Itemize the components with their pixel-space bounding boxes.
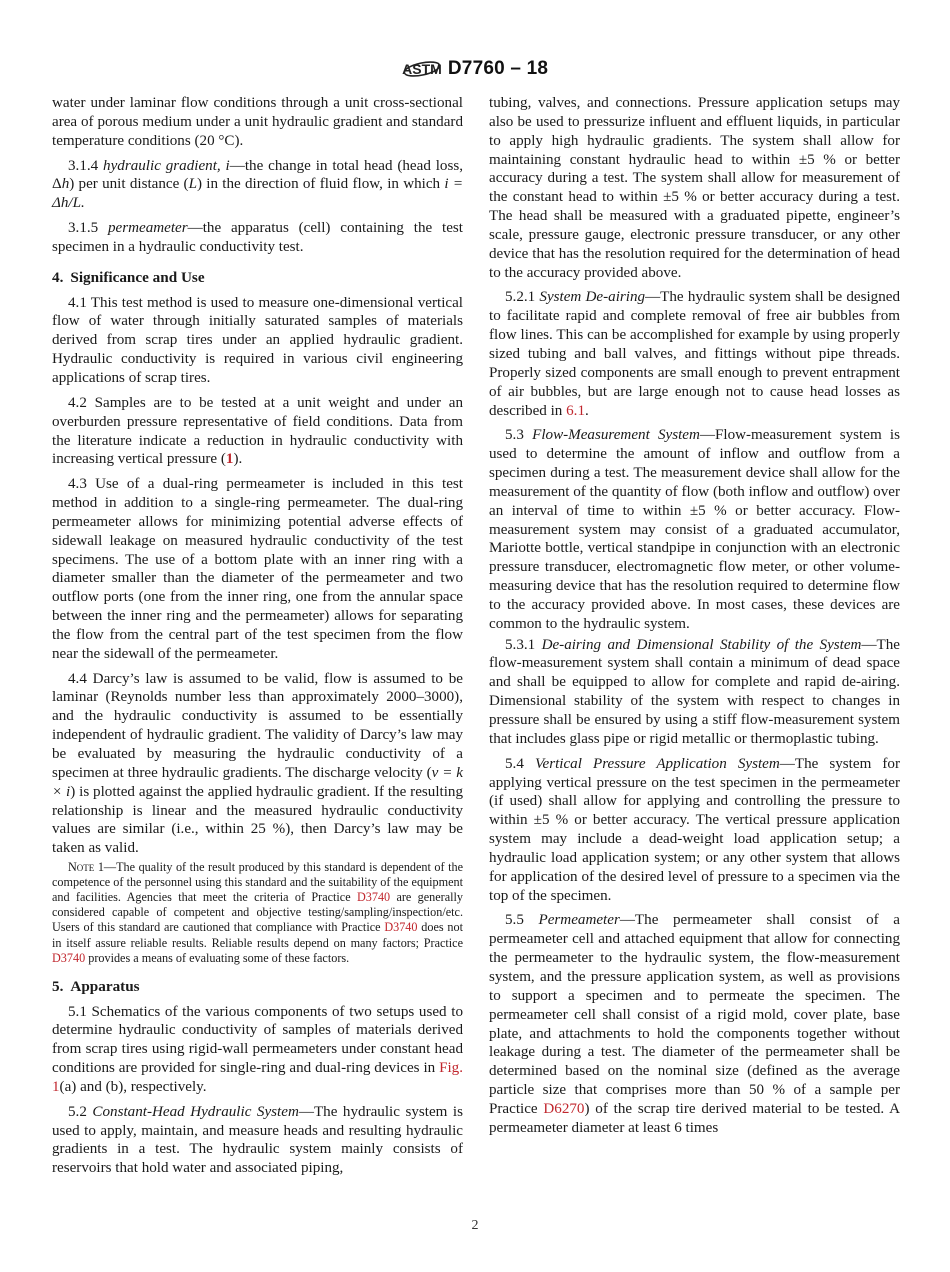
- page-number: 2: [471, 1218, 479, 1233]
- link-d3740[interactable]: D3740: [52, 950, 86, 965]
- svg-text:ASTM: ASTM: [402, 61, 442, 77]
- astm-logo-icon: [402, 55, 442, 83]
- note-label: Note 1: [68, 860, 104, 875]
- term-system-de-airing: System De-airing: [539, 289, 646, 306]
- paragraph-5-2-continued: tubing, valves, and connections. Pressure application setups may also be used to pressurize influent and effluent liquids, in particular to apply high hydraulic gradients. The system shall allow for maintaining constant hydraulic head to within ±5 % or better accuracy during a test. The system shall allow for measurement of the constant head to within ±5 % or better accuracy during a test. The head shall be measured with a graduated pipette, engineer’s scale, pressure gauge, electronic pressure transducer, or any other device that has the resolution required for the determination of head to the accuracy provided above.: [489, 95, 900, 281]
- paragraph-5-3: 5.3 Flow-Measurement System—Flow-measurement system is used to determine the amount of inflow and outflow from a specimen during a test. The measurement device shall allow for the measurement of the quantity of flow (both inflow and outflow) over an interval of time to within ±5 % or better accuracy. Flow-measurement system may consist of a graduated accumulator, Mariotte bottle, vertical standpipe in conjunction with an electronic pressure transducer, electromagnetic flow meter, or other volume-measuring device that has the resolution required to determine flow to the accuracy provided above. In most cases, these devices are common to the hydraulic system.: [489, 427, 900, 632]
- term-vertical-pressure-application-system: Vertical Pressure Application System: [534, 755, 780, 772]
- right-column: [489, 94, 900, 1144]
- link-section-6-1[interactable]: 6.1: [566, 402, 585, 419]
- paragraph-4-1: 4.1 This test method is used to measure one-dimensional vertical flow of water through initially saturated samples of materials derived from scrap tires under an applied hydraulic gradient. Hydraulic conductivity is required in various civil engineering applications of scrap tires.: [52, 294, 463, 386]
- section-heading-5: 5. Apparatus: [52, 977, 140, 995]
- formula: v = k × i: [52, 764, 463, 800]
- paragraph-5-3-1: 5.3.1 De-airing and Dimensional Stability of the System—The flow-measurement system shall contain a minimum of dead space and shall be equipped to allow for complete and rapid de-airing. Dimensional stability of the system with respect to changes in pressure shall be ensured by using a stiff flow-measurement system that includes glass pipe or rigid metallic or thermoplastic tubing.: [489, 636, 900, 747]
- link-d3740[interactable]: D3740: [384, 920, 418, 935]
- note-1: Note 1—The quality of the result produced by this standard is dependent of the competence of the personnel using this standard and the suitability of the equipment and facilities. Agencies that meet the criteria of Practice D3740 are generally considered capable of competent and objective testing/sampling/inspection/etc. Users of this standard are cautioned that compliance with Practice D3740 does not in itself assure reliable results. Reliable results depend on many factors; Practice D3740 provides a means of evaluating some of these factors.: [52, 860, 464, 965]
- term-flow-measurement-system: Flow-Measurement System: [532, 427, 700, 444]
- term-permeameter: Permeameter: [538, 912, 620, 929]
- term-de-airing-dimensional-stability: De-airing and Dimensional Stability of the System: [541, 636, 862, 653]
- paragraph-5-4: 5.4 Vertical Pressure Application System—The system for applying vertical pressure on the test specimen in the permeameter (if used) shall allow for applying and controlling the pressure to within ±5 % or better accuracy. The vertical pressure application system may include a dead-weight load application setup; a hydraulic load application system; or any other system that allows for application of the desired level of pressure to a specimen via the top of the specimen.: [489, 755, 900, 904]
- paragraph-3-1-4: 3.1.4 hydraulic gradient, i—the change in total head (head loss, Δh) per unit distance (L) in the direction of fluid flow, in which i = Δh/L.: [52, 157, 463, 212]
- link-d3740[interactable]: D3740: [356, 890, 391, 905]
- paragraph-4-3: 4.3 Use of a dual-ring permeameter is included in this test method in addition to a single-ring permeameter. The dual-ring permeameter allows for minimizing potential adverse effects of sidewall leakage on measured hydraulic conductivity of the test specimens. The use of a bottom plate with an inner ring with a diameter smaller than the diameter of the permeameter and two outflow ports (one from the inner ring, one from the annular space between the inner ring and the permeameter) allows for separating the flow from the central part of the test specimen from the flow near the sidewall of the permeameter.: [52, 476, 463, 662]
- paragraph-5-5: 5.5 Permeameter—The permeameter shall consist of a permeameter cell and attached equipment that allow for connecting the permeameter to the hydraulic system, the flow-measurement system, and the pressure application system, as well as provisions to support a specimen and to permeate the specimen. The permeameter cell shall consist of a rigid mold, cover plate, base plate, and attachments to hold the components together without leakage during a test. The diameter of the permeameter shall be determined based on the nominal size (defined as the average particle size that comprises more than 50 % of a sample per Practice D6270) of the scrap tire derived material to be tested. A permeameter diameter at least 6 times: [489, 912, 901, 1136]
- paragraph-3-1-5: 3.1.5 permeameter—the apparatus (cell) containing the test specimen in a hydraulic conductivity test.: [52, 220, 463, 255]
- term-constant-head-hydraulic-system: Constant-Head Hydraulic System: [92, 1103, 299, 1120]
- reference-link-1[interactable]: 1: [225, 451, 234, 468]
- paragraph-5-1: 5.1 Schematics of the various components of two setups used to determine hydraulic conductivity of samples of materials derived from scrap tires using rigid-wall permeameters under constant head conditions are provided for single-ring and dual-ring devices in Fig. 1(a) and (b), respectively.: [52, 1003, 463, 1095]
- paragraph-4-2: 4.2 Samples are to be tested at a unit weight and under an overburden pressure representative of field conditions. Data from the literature indicate a reduction in hydraulic conductivity with increasing vertical pressure (1).: [52, 394, 463, 468]
- paragraph-5-2-1: 5.2.1 System De-airing—The hydraulic system shall be designed to facilitate rapid and complete removal of free air bubbles from flow lines. This can be accomplished for example by using properly sized tubing and ball valves, and fittings without pipe threads. Properly sized components are small enough to prevent entrapment of air bubbles, but are large enough not to cause head losses as described in 6.1.: [489, 289, 901, 419]
- page-header: [0, 54, 950, 84]
- paragraph-5-2: 5.2 Constant-Head Hydraulic System—The hydraulic system is used to apply, maintain, and measure heads and resulting hydraulic gradients in a test. The hydraulic system mainly consists of reservoirs that hold water and associated piping,: [52, 1103, 464, 1177]
- standard-designation: D7760 – 18: [447, 58, 549, 79]
- term-hydraulic-gradient: hydraulic gradient, i: [103, 157, 230, 174]
- formula: i = Δh/L.: [52, 176, 463, 212]
- paragraph-4-4: 4.4 Darcy’s law is assumed to be valid, flow is assumed to be laminar (Reynolds number less than approximately 2000–3000), and the hydraulic conductivity is assumed to be essentially independent of hydraulic gradient. The validity of Darcy’s law may be evaluated by measuring the hydraulic conductivity of a specimen at three hydraulic gradients. The discharge velocity (v = k × i) is plotted against the applied hydraulic gradient. If the resulting relationship is linear and the measured hydraulic conductivity values are similar (i.e., within 25 %), then Darcy’s law may be taken as valid.: [52, 670, 463, 857]
- term-permeameter: permeameter: [108, 220, 188, 237]
- link-d6270[interactable]: D6270: [543, 1100, 585, 1117]
- section-heading-4: 4. Significance and Use: [52, 268, 205, 286]
- paragraph-3-1-3-continued: water under laminar flow conditions through a unit cross-sectional area of porous medium under a unit hydraulic gradient and standard temperature conditions (20 °C).: [52, 95, 463, 149]
- link-fig-1[interactable]: Fig. 1: [52, 1060, 463, 1095]
- left-column: [52, 94, 463, 1184]
